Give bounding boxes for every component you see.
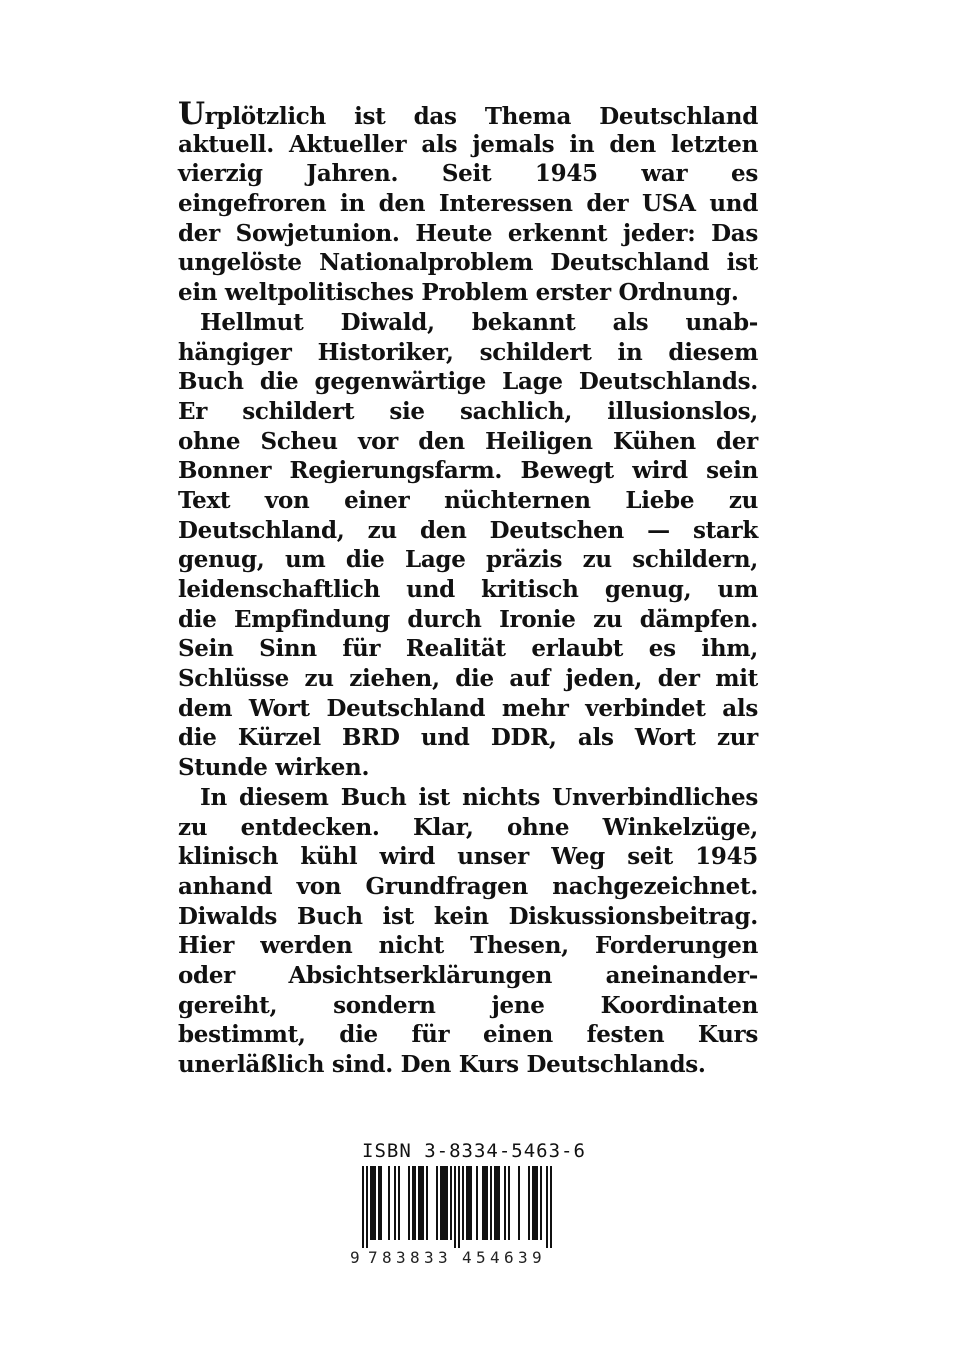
barcode-bar	[454, 1166, 456, 1248]
blurb-line: Bonner Regierungsfarm. Bewegt wird sein	[178, 457, 758, 485]
barcode-bar	[372, 1166, 374, 1240]
blurb-line: leidenschaftlich und kritisch genug, um	[178, 576, 758, 603]
blurb-line: Text von einer nüchternen Liebe zu	[178, 486, 758, 514]
barcode-bar	[426, 1166, 428, 1240]
blurb-line: hängiger Historiker, schildert in diesem	[178, 338, 758, 366]
barcode-bar	[496, 1166, 498, 1240]
blurb-line: klinisch kühl wird unser Weg seit 1945	[178, 843, 758, 871]
blurb-line: der Sowjetunion. Heute erkennt jeder: Das	[178, 219, 758, 247]
barcode-bar	[508, 1166, 510, 1240]
barcode-bar	[412, 1166, 414, 1240]
blurb-line: Urplötzlich ist das Thema Deutschland	[178, 96, 758, 132]
back-cover-blurb	[178, 96, 758, 1080]
barcode-bar	[504, 1166, 506, 1240]
blurb-line: bestimmt, die für einen festen Kurs	[178, 1021, 758, 1049]
barcode-bar	[498, 1166, 500, 1240]
ean-digit: 3	[424, 1248, 434, 1267]
blurb-line: ein weltpolitisches Problem erster Ordnung.	[178, 279, 739, 307]
barcode-bar	[418, 1166, 420, 1240]
barcode-bar	[536, 1166, 538, 1240]
blurb-line: anhand von Grundfragen nachgezeichnet.	[178, 872, 758, 900]
ean-digit: 4	[490, 1248, 500, 1267]
ean-digit: 3	[438, 1248, 448, 1267]
blurb-line: gereiht, sondern jene Koordinaten	[178, 991, 758, 1019]
barcode-bar	[528, 1166, 530, 1240]
barcode-bar	[458, 1166, 460, 1248]
barcode-bar	[466, 1166, 468, 1240]
blurb-paragraph-3	[178, 783, 758, 1080]
barcode-bar	[394, 1166, 396, 1240]
barcode-bar	[444, 1166, 446, 1240]
barcode-bar	[450, 1166, 452, 1240]
barcode-bar	[476, 1166, 478, 1240]
barcode-bar	[484, 1166, 486, 1240]
barcode-bar	[420, 1166, 422, 1240]
ean-digit: 8	[382, 1248, 392, 1267]
blurb-line: Deutschland, zu den Deutschen — stark	[178, 516, 758, 544]
barcode-bar	[550, 1166, 552, 1248]
blurb-line: genug, um die Lage präzis zu schildern,	[178, 546, 758, 574]
blurb-line: Hier werden nicht Thesen, Forderungen	[178, 932, 758, 960]
blurb-line: Sein Sinn für Realität erlaubt es ihm,	[178, 635, 758, 663]
barcode-bar	[440, 1166, 442, 1240]
barcode-bar	[462, 1166, 464, 1240]
blurb-line: Hellmut Diwald, bekannt als unab-	[200, 308, 758, 336]
barcode-bar	[518, 1166, 520, 1240]
barcode-bar	[398, 1166, 400, 1240]
blurb-line: ungelöste Nationalproblem Deutschland ist	[178, 249, 758, 277]
barcode-bar	[494, 1166, 496, 1240]
ean-digit: 4	[462, 1248, 472, 1267]
barcode-bar	[436, 1166, 438, 1240]
blurb-line: Schlüsse zu ziehen, die auf jeden, der mit	[178, 665, 758, 693]
ean-digit: 9	[532, 1248, 542, 1267]
barcode-bar	[380, 1166, 382, 1240]
blurb-line: Buch die gegenwärtige Lage Deutschlands.	[178, 368, 758, 396]
barcode-bar	[370, 1166, 372, 1240]
isbn-barcode	[350, 1140, 586, 1270]
blurb-line: Er schildert sie sachlich, illusionslos,	[178, 397, 758, 425]
barcode-bar	[362, 1166, 364, 1248]
barcode-bar	[532, 1166, 534, 1240]
blurb-line: unerläßlich sind. Den Kurs Deutschlands.	[178, 1051, 706, 1078]
barcode-bar	[442, 1166, 444, 1240]
ean-digit: 6	[504, 1248, 514, 1267]
blurb-line: die Empfindung durch Ironie zu dämpfen.	[178, 605, 758, 633]
blurb-line: dem Wort Deutschland mehr verbindet als	[178, 694, 758, 722]
ean-digit: 7	[368, 1248, 378, 1267]
blurb-line: aktuell. Aktueller als jemals in den letzten	[178, 130, 758, 158]
blurb-paragraph-2	[178, 308, 758, 783]
ean-digit: 5	[476, 1248, 486, 1267]
isbn-label: ISBN 3-8334-5463-6	[362, 1140, 586, 1162]
blurb-line: ohne Scheu vor den Heiligen Kühen der	[178, 427, 758, 455]
blurb-line: zu entdecken. Klar, ohne Winkelzüge,	[178, 813, 758, 841]
barcode-bar	[422, 1166, 424, 1240]
barcode-bar	[388, 1166, 390, 1240]
blurb-line: In diesem Buch ist nichts Unverbindliches	[200, 783, 758, 811]
barcode-bar	[482, 1166, 484, 1240]
blurb-line: die Kürzel BRD und DDR, als Wort zur	[178, 724, 758, 752]
barcode-bar	[414, 1166, 416, 1240]
ean-digit: 3	[396, 1248, 406, 1267]
ean-digit: 8	[410, 1248, 420, 1267]
blurb-line: oder Absichtserklärungen aneinander-	[178, 961, 758, 989]
blurb-line: Stunde wirken.	[178, 754, 370, 782]
barcode-bar	[374, 1166, 376, 1240]
blurb-line: eingefroren in den Interessen der USA und	[178, 190, 758, 218]
barcode-bar	[540, 1166, 542, 1240]
barcode-bar	[446, 1166, 448, 1240]
barcode-bar	[470, 1166, 472, 1240]
barcode-bar	[546, 1166, 548, 1248]
barcode-bar	[486, 1166, 488, 1240]
blurb-line: vierzig Jahren. Seit 1945 war es	[178, 160, 758, 188]
blurb-line: Diwalds Buch ist kein Diskussionsbeitrag.	[178, 902, 758, 930]
drop-cap: U	[178, 96, 205, 132]
blurb-paragraph-1	[178, 96, 758, 308]
barcode-bar	[366, 1166, 368, 1248]
barcode-bar	[490, 1166, 492, 1240]
ean-digit: 9	[350, 1248, 360, 1267]
barcode-bar	[468, 1166, 470, 1240]
barcode-bar	[534, 1166, 536, 1240]
barcode-bar	[408, 1166, 410, 1240]
barcode-bar	[378, 1166, 380, 1240]
ean-digit: 3	[518, 1248, 528, 1267]
barcode-bars	[350, 1166, 565, 1248]
